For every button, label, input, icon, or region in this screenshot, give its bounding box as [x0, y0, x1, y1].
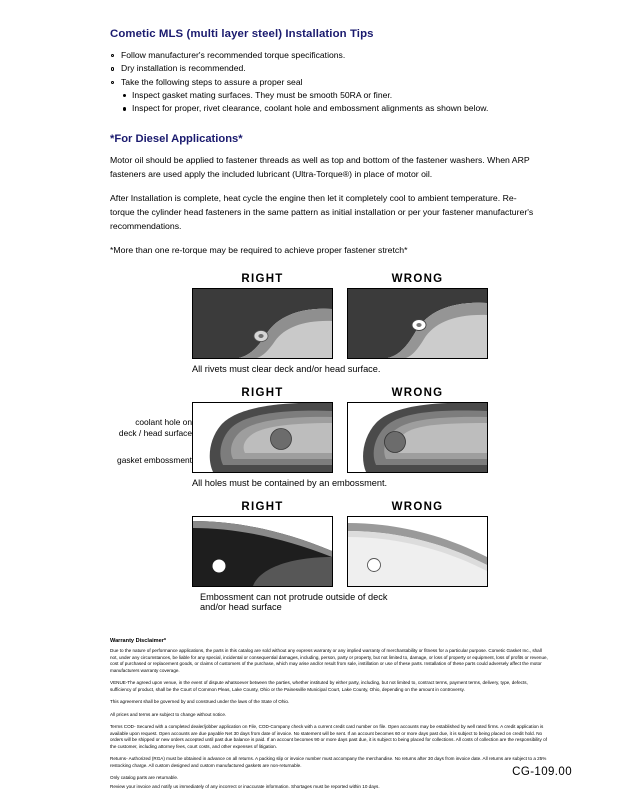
list-item: Inspect for proper, rivet clearance, coolant hole and embossment alignments as shown below.: [121, 102, 578, 115]
installation-tips-list: [110, 49, 578, 116]
figure-image-wrong-holes: [347, 402, 488, 473]
figure-row-rivets: [192, 273, 578, 359]
figure-label-wrong: WRONG: [391, 273, 444, 286]
document-number: CG-109.00: [512, 766, 572, 778]
list-item: Inspect gasket mating surfaces. They must be smooth 50RA or finer.: [121, 89, 578, 102]
diesel-paragraph-3: *More than one re-torque may be required to achieve proper fastener stretch*: [110, 245, 408, 256]
figure-caption-holes: All holes must be contained by an embossment.: [192, 478, 388, 489]
diesel-section-heading: *For Diesel Applications*: [110, 132, 243, 145]
warranty-paragraph: Review your invoice and notify us immediately of any incorrect or inaccurate information. Shortages must be reported within 10 days.: [110, 783, 380, 789]
warranty-heading: Warranty Disclaimer*: [110, 638, 167, 645]
callout-coolant-hole-line2: deck / head surface: [118, 428, 192, 439]
list-item: Follow manufacturer's recommended torque specifications.: [110, 49, 578, 62]
warranty-paragraph: All prices and terms are subject to change without notice.: [110, 711, 227, 717]
callout-coolant-hole-line1: coolant hole on: [135, 417, 192, 428]
figure-label-wrong: WRONG: [391, 387, 444, 400]
callout-coolant-hole: [46, 417, 192, 440]
warranty-paragraph: Due to the nature of performance applications, the parts in this catalog are sold without any express warranty or any implied warranty of merchantability or fitness for a particular purpose. Cometic Gasket Inc., shall not, under any circumstances, be liable for any special, incidental or consequential damages, including, person, party or property, but not limited to, damage, or loss of property or equipment, loss of profits or revenue, cost of purchased or replacement goods, or claims of customers of the purchase, which may arise and/or result from sale, instillation or use of these parts. Installation of these parts could adversely affect the motor manufacturers warranty coverage.: [110, 648, 548, 673]
diesel-paragraph-2: After Installation is complete, heat cycle the engine then let it completely cool to ambient temperature. Re-torque the cylinder head fasteners in the same pattern as initial installation or per your fastener manufacturer's recommendations.: [110, 192, 534, 231]
figure-group: [40, 273, 578, 612]
list-item: Dry installation is recommended.: [110, 62, 578, 75]
list-item: [110, 76, 578, 116]
figure-wrong-holes: [347, 387, 488, 473]
warranty-paragraph: Returns- Authorized (RGA) must be obtained in advance on all returns. A packing slip or invoice number must accompany the merchandise. No returns after 30 days from invoice date. All returns are subject to a 25% restocking charge. All custom designed and custom manufactured gaskets are non-returnable.: [110, 756, 547, 768]
figure-caption-protrusion-line1: Embossment can not protrude outside of deck: [200, 592, 388, 603]
figure-right-protrusion: [192, 501, 333, 587]
figure-row-holes: [192, 387, 578, 473]
figure-row-protrusion: [192, 501, 578, 587]
warranty-paragraph: Terms COD- Secured with a completed dealer/jobber application on File, COD-Company check with a current credit card number on file. Open accounts may be established by well rated firms. A credit application is available upon request. Open accounts are due payable Net 30 days from date of invoice. No statement will be sent. If an account becomes 60 or more days past due, it is subject to being placed on credit hold. No orders will be shipped or new orders accepted until past due balance is paid. If an account becomes 90 or more days past due, it is subject to being placed for collections. All costs of collection are the responsibility of the customer, including attorney fees, court costs, and other expenses of litigation.: [110, 724, 547, 749]
figure-wrong-rivets: [347, 273, 488, 359]
figure-right-holes: [192, 387, 333, 473]
warranty-section: [110, 638, 550, 790]
diesel-paragraph-1: Motor oil should be applied to fastener threads as well as top and bottom of the fastener washers. When ARP fasteners are used apply the included lubricant (Ultra-Torque®) in place of motor oil.: [110, 154, 530, 179]
callout-gasket-embossment-label: gasket embossment: [117, 455, 192, 466]
warranty-paragraph: This agreement shall be governed by and construed under the laws of the State of Ohio.: [110, 699, 290, 705]
callout-gasket-embossment: [62, 455, 192, 466]
figure-caption-rivets: All rivets must clear deck and/or head surface.: [192, 364, 381, 375]
warranty-paragraph: VENUE-The agreed upon venue, in the event of dispute whatsoever between the parties, whether instituted by either party, including, but not limited to, contract terms, payment terms, delivery, type, defects, sufficiency of product, shall be the Court of Common Pleas, Lake County, Ohio or the Painesville Municipal Court, Lake County, Ohio, depending on the amount in controversy.: [110, 680, 528, 692]
installation-sub-list: [121, 89, 578, 116]
figure-label-right: RIGHT: [241, 273, 284, 286]
warranty-paragraph: Only catalog parts are returnable.: [110, 775, 179, 781]
figure-label-wrong: WRONG: [391, 501, 444, 514]
figure-image-right-protrusion: [192, 516, 333, 587]
figure-image-right-rivets: [192, 288, 333, 359]
figure-image-wrong-protrusion: [347, 516, 488, 587]
figure-image-wrong-rivets: [347, 288, 488, 359]
list-item-label: Take the following steps to assure a proper seal: [121, 76, 303, 87]
figure-label-right: RIGHT: [241, 501, 284, 514]
figure-image-right-holes: [192, 402, 333, 473]
figure-right-rivets: [192, 273, 333, 359]
figure-label-right: RIGHT: [241, 387, 284, 400]
figure-wrong-protrusion: [347, 501, 488, 587]
page-title: Cometic MLS (multi layer steel) Installation Tips: [110, 28, 374, 40]
figure-caption-protrusion-line2: and/or head surface: [200, 602, 282, 613]
